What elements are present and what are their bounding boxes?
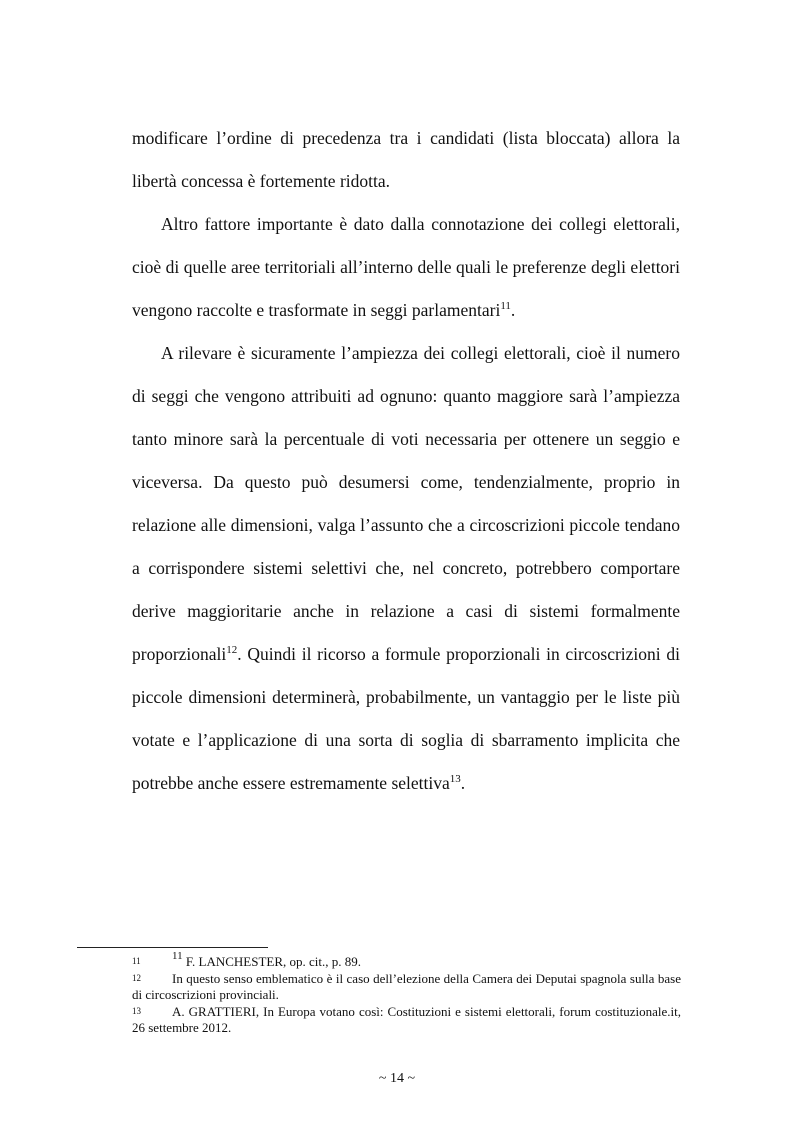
footnote-ref-13[interactable]: 13 — [449, 773, 461, 785]
footnotes — [132, 950, 681, 1037]
paragraph-2-end: . — [510, 300, 516, 320]
paragraph-3-text-b: . Quindi il ricorso a formule proporzionali in circoscrizioni di piccole dimensioni determinerà, probabilmente, un vantaggio per le liste più votate e l’applicazione di una sorta di soglia di sbarramento implicita che potrebbe anche essere estremamente selettiva — [132, 644, 680, 793]
footnote-13 — [132, 1004, 681, 1036]
footnote-text: F. LANCHESTER, op. cit., p. 89. — [182, 954, 362, 969]
footnote-number: 12 — [132, 973, 141, 983]
footnote-12 — [132, 971, 681, 1003]
paragraph-1 — [132, 117, 680, 203]
paragraph-3 — [132, 332, 680, 805]
footnote-number: 13 — [132, 1006, 141, 1016]
paragraph-1-text: modificare l’ordine di precedenza tra i candidati (lista bloccata) allora la libertà concessa è fortemente ridotta. — [132, 128, 680, 191]
paragraph-3-text-a: A rilevare è sicuramente l’ampiezza dei collegi elettorali, cioè il numero di seggi che vengono attribuiti ad ognuno: quanto maggiore sarà l’ampiezza tanto minore sarà la percentuale di voti necessaria per ottenere un seggio e viceversa. Da questo può desumersi come, tendenzialmente, proprio in relazione alle dimensioni, valga l’assunto che a circoscrizioni piccole tendano a corrispondere sistemi selettivi che, nel concreto, potrebbero comportare derive maggioritarie anche in relazione a casi di sistemi formalmente proporzionali — [132, 343, 680, 664]
paragraph-2 — [132, 203, 680, 332]
footnote-11 — [132, 950, 681, 970]
footnote-text: A. GRATTIERI, In Europa votano così: Costituzioni e sistemi elettorali, forum costituzionale.it, 26 settembre 2012. — [132, 1004, 681, 1035]
footnote-number: 11 — [132, 956, 141, 966]
paragraph-2-text: Altro fattore importante è dato dalla connotazione dei collegi elettorali, cioè di quelle aree territoriali all’interno delle quali le preferenze degli elettori vengono raccolte e trasformate in seggi parlamentari — [132, 214, 680, 320]
footnote-text: In questo senso emblematico è il caso dell’elezione della Camera dei Deputai spagnola sulla base di circoscrizioni provinciali. — [132, 971, 681, 1002]
paragraph-3-end: . — [460, 773, 466, 793]
body-text — [132, 117, 680, 805]
footnote-separator — [77, 947, 268, 948]
footnote-inner-ref: 11 — [172, 950, 183, 962]
footnote-ref-11[interactable]: 11 — [500, 300, 511, 312]
page-number: ~ 14 ~ — [378, 1071, 416, 1086]
footnote-ref-12[interactable]: 12 — [226, 644, 238, 656]
